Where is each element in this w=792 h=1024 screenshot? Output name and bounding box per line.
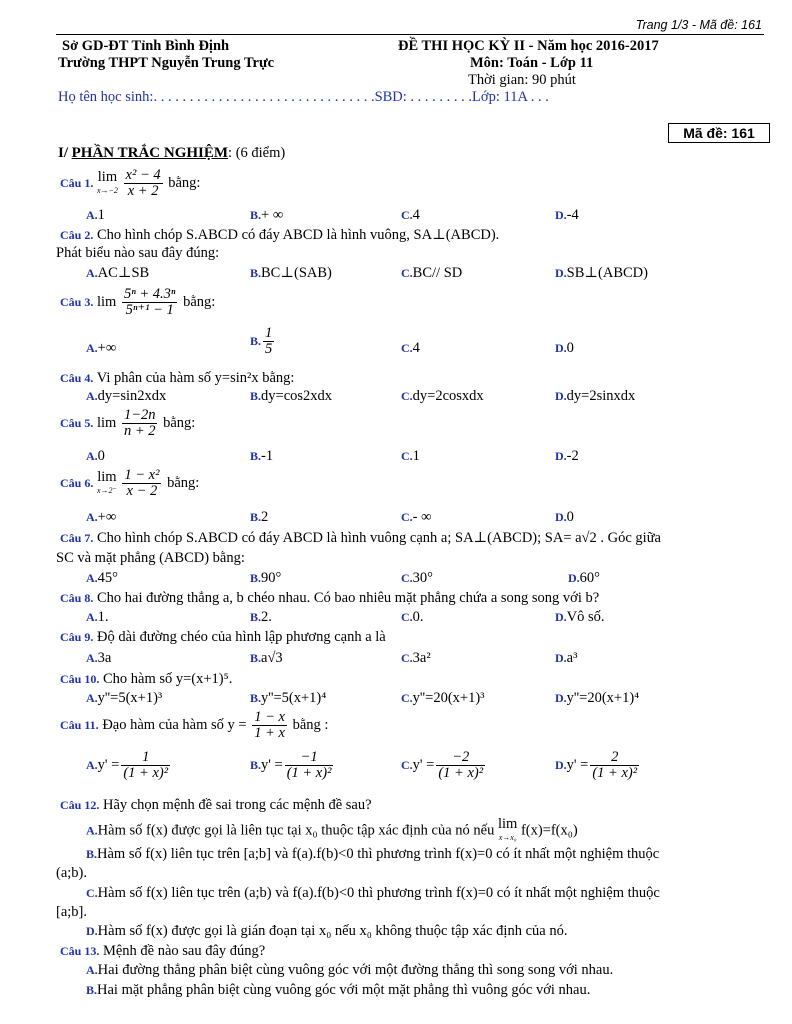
answer-d[interactable]: D.-2 <box>555 448 579 464</box>
question-2-line2: Phát biểu nào sau đây đúng: <box>56 245 220 261</box>
question-6: Câu 6. lim x→2⁻ $\frac{\text{1 − x²}}{x - 2}$ bằng: <box>60 467 200 499</box>
answer-b[interactable]: B.BC⊥(SAB) <box>250 265 332 281</box>
subject: Môn: Toán - Lớp 11 <box>470 55 594 71</box>
answer-a[interactable]: A.y''=5(x+1)³ <box>86 690 163 706</box>
answer-a[interactable]: A.3a <box>86 650 112 666</box>
page-code: Trang 1/3 - Mã đề: 161 <box>635 18 762 32</box>
question-2: Câu 2. Cho hình chóp S.ABCD có đáy ABCD là hình vuông, SA⊥(ABCD). <box>60 227 500 243</box>
answer-b[interactable]: B.90° <box>250 570 282 586</box>
answer-b[interactable]: B.Hai mặt phẳng phân biệt cùng vuông góc với một mặt phẳng thì vuông góc với nhau. <box>86 982 591 998</box>
answer-a[interactable]: A.0 <box>86 448 105 464</box>
answer-d[interactable]: D.-4 <box>555 207 579 223</box>
answer-c[interactable]: C.0. <box>401 609 424 625</box>
answer-a[interactable]: A.Hai đường thẳng phân biệt cùng vuông góc với một đường thẳng thì song song với nhau. <box>86 962 614 978</box>
answer-c[interactable]: C.dy=2cosxdx <box>401 388 484 404</box>
answer-c[interactable]: C.Hàm số f(x) liên tục trên (a;b) và f(a).f(b)<0 thì phương trình f(x)=0 có ít nhất một nghiệm thuộc <box>86 885 660 901</box>
answer-d[interactable]: D.Vô số. <box>555 609 605 625</box>
answer-c[interactable]: C.4 <box>401 207 420 223</box>
answer-b[interactable]: B.y' = $\frac{-1}{\text{(1 + x)²}}$ <box>250 749 332 781</box>
fraction: $\frac{1 - x}{1 + x}$ <box>254 709 285 741</box>
fraction: $\frac{1-2n}{n + 2}$ <box>123 407 156 439</box>
answer-b[interactable]: B.2 <box>250 509 269 525</box>
section-title <box>58 145 285 162</box>
answer-c[interactable]: C.- ∞ <box>401 509 432 525</box>
limit: lim x→−2 <box>96 168 118 195</box>
answer-b[interactable]: B.a√3 <box>250 650 283 666</box>
answer-d[interactable]: D.0 <box>555 509 574 525</box>
answer-c[interactable]: C.30° <box>401 570 433 586</box>
answer-b[interactable]: B.2. <box>250 609 272 625</box>
section-name: PHẦN TRẮC NGHIỆM <box>71 145 229 161</box>
answer-c[interactable]: C.1 <box>401 448 420 464</box>
fraction: $\frac{\text{x² − 4}}{x + 2}$ <box>125 167 161 199</box>
question-12: Câu 12. Hãy chọn mệnh đề sai trong các mệnh đề sau? <box>60 797 372 813</box>
answer-a[interactable]: A.+∞ <box>86 340 117 356</box>
exam-code-box: Mã đề: 161 <box>668 123 770 143</box>
answer-d[interactable]: D.a³ <box>555 650 578 666</box>
answer-c[interactable]: C.4 <box>401 340 420 356</box>
answer-a[interactable]: A.dy=sin2xdx <box>86 388 167 404</box>
answer-a[interactable]: A.1. <box>86 609 109 625</box>
question-13: Câu 13. Mệnh đề nào sau đây đúng? <box>60 943 266 959</box>
fraction: $\frac{\text{1 − x²}}{x - 2}$ <box>124 467 160 499</box>
answer-a[interactable]: A.Hàm số f(x) được gọi là liên tục tại x₀ thuộc tập xác định của nó nếu lim x→x₀ f(x)=f(x₀) <box>86 816 578 842</box>
answer-a[interactable]: A.1 <box>86 207 105 223</box>
answer-a[interactable]: A.y' = $\frac{1}{\text{(1 + x)²}}$ <box>86 749 169 781</box>
question-4: Câu 4. Vi phân của hàm số y=sin²x bằng: <box>60 370 295 386</box>
question-5: Câu 5. lim $\frac{1-2n}{n + 2}$ bằng: <box>60 407 196 439</box>
answer-d[interactable]: D.y' = $\frac{2}{\text{(1 + x)²}}$ <box>555 749 638 781</box>
answer-b[interactable]: B.y''=5(x+1)⁴ <box>250 690 327 706</box>
answer-a[interactable]: A.45° <box>86 570 118 586</box>
question-11: Câu 11. Đạo hàm của hàm số y = $\frac{1 - x}{1 + x}$ bằng : <box>60 709 329 741</box>
answer-b[interactable]: B.+ ∞ <box>250 207 284 223</box>
answer-c[interactable]: C.3a² <box>401 650 431 666</box>
department: Sở GD-ĐT Tỉnh Bình Định <box>62 38 230 54</box>
answer-d[interactable]: D.y''=20(x+1)⁴ <box>555 690 640 706</box>
question-7-line2: SC và mặt phẳng (ABCD) bằng: <box>56 550 245 566</box>
question-1 <box>60 168 200 199</box>
answer-b[interactable]: B.-1 <box>250 448 274 464</box>
exam-time: Thời gian: 90 phút <box>468 72 576 88</box>
answer-d[interactable]: D.60° <box>568 570 600 586</box>
limit: lim <box>96 293 117 310</box>
question-number: Câu 1. <box>60 175 94 190</box>
school-name: Trường THPT Nguyễn Trung Trực <box>58 55 275 71</box>
answer-b[interactable]: B. $\frac{1}{5}$ <box>250 325 273 357</box>
section-roman: I/ <box>58 145 69 161</box>
question-tail: bằng: <box>168 174 201 191</box>
exam-title: ĐỀ THI HỌC KỲ II - Năm học 2016-2017 <box>398 38 659 54</box>
section-points: : (6 điểm) <box>228 145 286 161</box>
student-info-line: Họ tên học sinh:. . . . . . . . . . . . . . . . . . . . . . . . . . . . . . .SBD: . . . . . . . . .Lớp: 11A . . . <box>58 89 549 105</box>
fraction: $\frac{\text{5ⁿ + 4.3ⁿ}}{\text{5ⁿ⁺¹ − 1}}$ <box>123 286 176 318</box>
answer-b[interactable]: B.Hàm số f(x) liên tục trên [a;b] và f(a).f(b)<0 thì phương trình f(x)=0 có ít nhất một nghiệm thuộc <box>86 846 660 862</box>
header-rule <box>56 34 764 35</box>
question-10: Câu 10. Cho hàm số y=(x+1)⁵. <box>60 671 233 687</box>
answer-d[interactable]: D.dy=2sinxdx <box>555 388 636 404</box>
answer-d[interactable]: D.Hàm số f(x) được gọi là gián đoạn tại x₀ nếu x₀ không thuộc tập xác định của nó. <box>86 923 568 939</box>
answer-c[interactable]: C.BC// SD <box>401 265 463 281</box>
answer-b-line2: (a;b). <box>56 865 87 881</box>
answer-d[interactable]: D.SB⊥(ABCD) <box>555 265 648 281</box>
answer-c-line2: [a;b]. <box>56 904 87 920</box>
answer-a[interactable]: A.AC⊥SB <box>86 265 150 281</box>
answer-b[interactable]: B.dy=cos2xdx <box>250 388 333 404</box>
question-8: Câu 8. Cho hai đường thẳng a, b chéo nhau. Có bao nhiêu mặt phẳng chứa a song song với b? <box>60 590 600 606</box>
answer-d[interactable]: D.0 <box>555 340 574 356</box>
answer-a[interactable]: A.+∞ <box>86 509 117 525</box>
question-3: Câu 3. lim $\frac{\text{5ⁿ + 4.3ⁿ}}{\text{5ⁿ⁺¹ − 1}}$ bằng: <box>60 286 216 318</box>
answer-c[interactable]: C.y''=20(x+1)³ <box>401 690 485 706</box>
answer-c[interactable]: C.y' = $\frac{-2}{\text{(1 + x)²}}$ <box>401 749 484 781</box>
question-7: Câu 7. Cho hình chóp S.ABCD có đáy ABCD là hình vuông cạnh a; SA⊥(ABCD); SA= a√2 . Góc giữa <box>60 530 661 546</box>
question-9: Câu 9. Độ dài đường chéo của hình lập phương cạnh a là <box>60 629 386 645</box>
